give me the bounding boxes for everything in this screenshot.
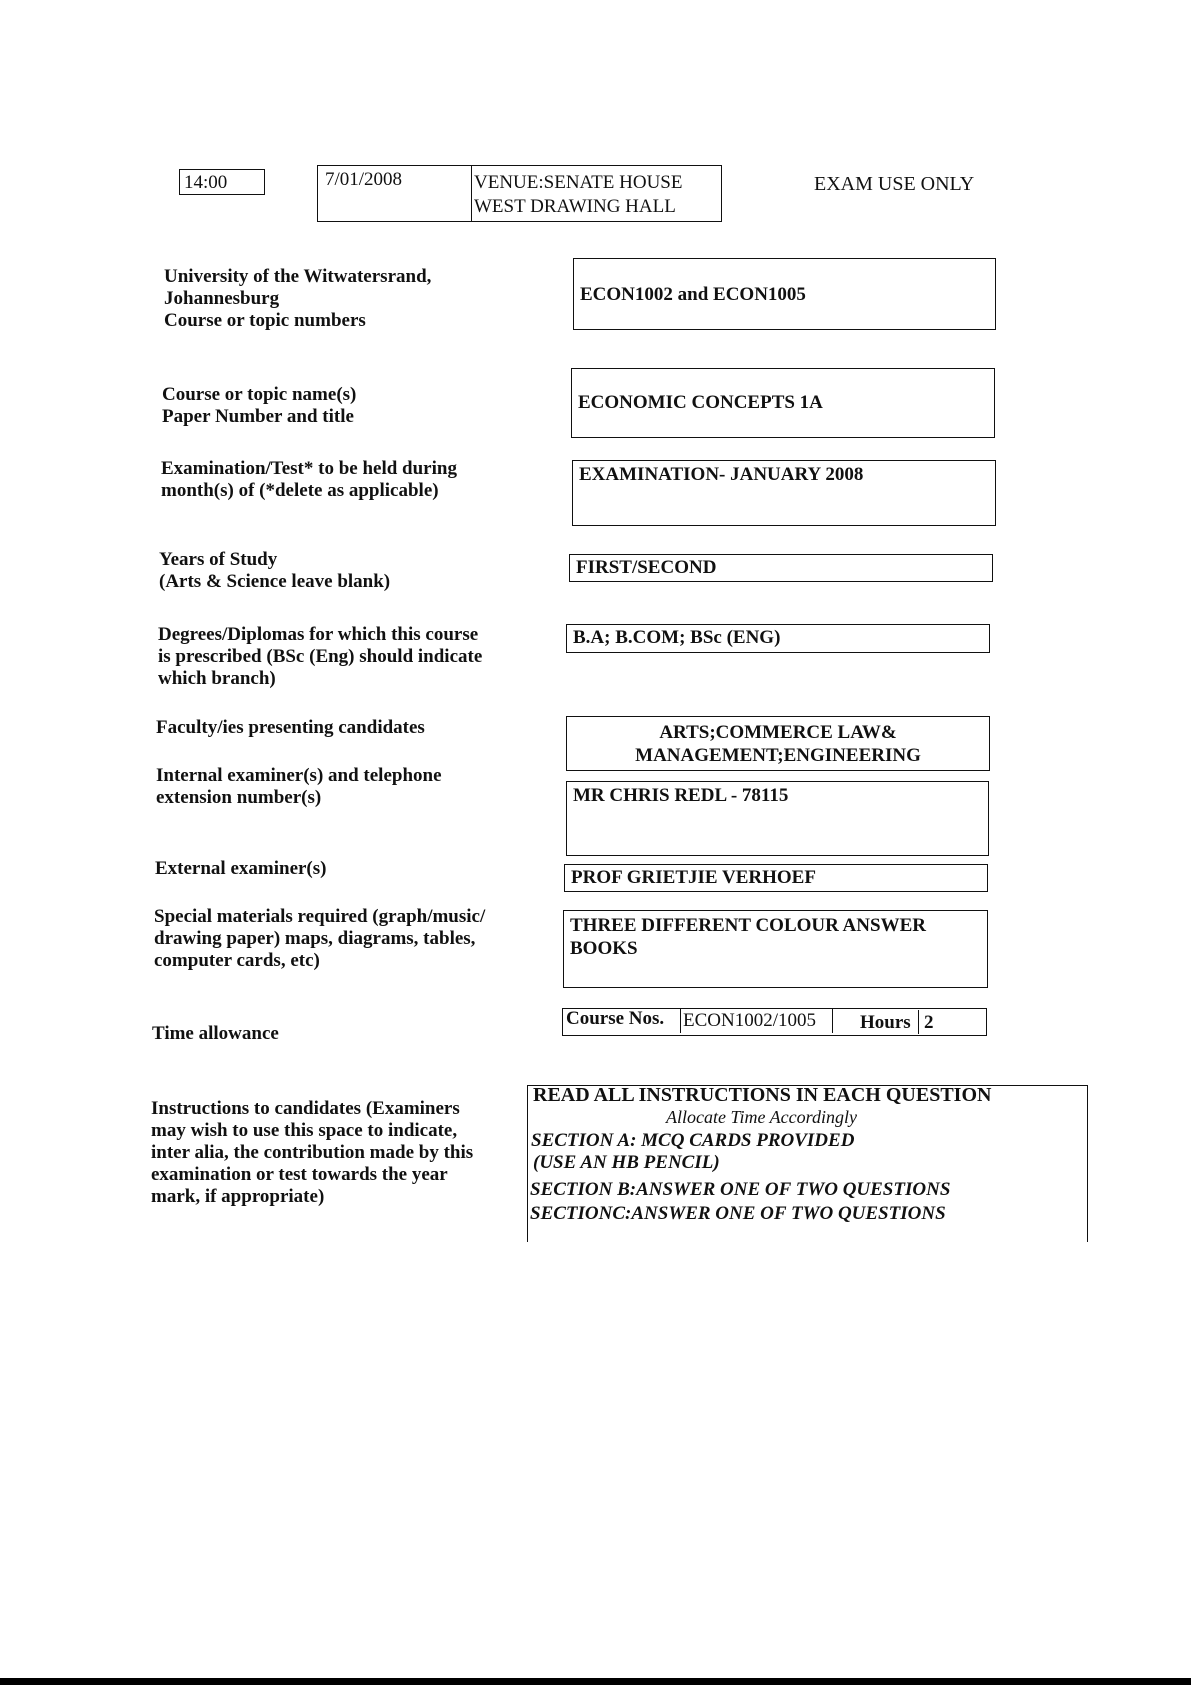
exam-time: 14:00 xyxy=(184,172,228,193)
materials-box xyxy=(563,910,988,988)
label-instructions: Instructions to candidates (Examiners may wish to use this space to indicate, inter alia, the contribution made by this examination or test towards the year mark, if appropriate) xyxy=(151,1098,474,1207)
instructions-line-5: SECTION B:ANSWER ONE OF TWO QUESTIONS xyxy=(530,1179,951,1200)
label-internal: Internal examiner(s) and telephone extension number(s) xyxy=(156,765,442,808)
label-degrees: Degrees/Diplomas for which this course is prescribed (BSc (Eng) should indicate which branch) xyxy=(158,624,483,689)
venue-divider xyxy=(471,165,472,222)
time-divider-1 xyxy=(680,1009,681,1033)
faculty-value: ARTS;COMMERCE LAW& MANAGEMENT;ENGINEERING xyxy=(635,722,921,766)
exam-use-only: EXAM USE ONLY xyxy=(814,173,975,195)
venue-line-2: WEST DRAWING HALL xyxy=(474,196,676,217)
external-value: PROF GRIETJIE VERHOEF xyxy=(571,867,816,888)
label-exam-month: Examination/Test* to be held during month(s) of (*delete as applicable) xyxy=(161,458,457,501)
instructions-line-2: Allocate Time Accordingly xyxy=(666,1107,857,1127)
instructions-line-1: READ ALL INSTRUCTIONS IN EACH QUESTION xyxy=(533,1084,992,1106)
course-numbers-value: ECON1002 and ECON1005 xyxy=(580,284,806,305)
external-box xyxy=(564,864,988,892)
faculty-box xyxy=(566,716,990,771)
time-divider-2 xyxy=(832,1009,833,1033)
internal-value: MR CHRIS REDL - 78115 xyxy=(573,785,789,806)
label-years: Years of Study (Arts & Science leave blank) xyxy=(159,549,391,592)
label-university: University of the Witwatersrand, Johannesburg Course or topic numbers xyxy=(164,266,432,331)
label-external: External examiner(s) xyxy=(155,858,327,879)
instructions-line-6: SECTIONC:ANSWER ONE OF TWO QUESTIONS xyxy=(530,1203,946,1224)
degrees-box xyxy=(566,624,990,653)
time-box xyxy=(179,169,265,195)
label-course-name: Course or topic name(s) Paper Number and title xyxy=(162,384,357,427)
materials-value: THREE DIFFERENT COLOUR ANSWER BOOKS xyxy=(570,915,926,959)
time-course-value: ECON1002/1005 xyxy=(683,1010,816,1031)
instructions-line-3: SECTION A: MCQ CARDS PROVIDED xyxy=(531,1130,855,1151)
exam-month-value: EXAMINATION- JANUARY 2008 xyxy=(579,464,864,485)
label-time-allowance: Time allowance xyxy=(152,1023,279,1044)
years-box xyxy=(569,554,993,582)
course-name-box xyxy=(571,368,995,438)
internal-box xyxy=(566,781,989,856)
instructions-line-4: (USE AN HB PENCIL) xyxy=(533,1152,720,1173)
label-faculty: Faculty/ies presenting candidates xyxy=(156,717,425,738)
years-value: FIRST/SECOND xyxy=(576,557,717,578)
time-hours-value: 2 xyxy=(924,1012,934,1033)
venue-line-1: VENUE:SENATE HOUSE xyxy=(474,172,683,193)
time-course-label: Course Nos. xyxy=(566,1008,665,1029)
exam-date: 7/01/2008 xyxy=(325,169,403,190)
time-divider-3 xyxy=(918,1010,919,1034)
course-name-value: ECONOMIC CONCEPTS 1A xyxy=(578,392,823,413)
exam-month-box xyxy=(572,460,996,526)
scan-edge xyxy=(0,1678,1191,1685)
course-numbers-box xyxy=(573,258,996,330)
degrees-value: B.A; B.COM; BSc (ENG) xyxy=(573,627,781,648)
label-materials: Special materials required (graph/music/ drawing paper) maps, diagrams, tables, computer cards, etc) xyxy=(154,906,486,971)
time-hours-label: Hours xyxy=(860,1012,911,1033)
